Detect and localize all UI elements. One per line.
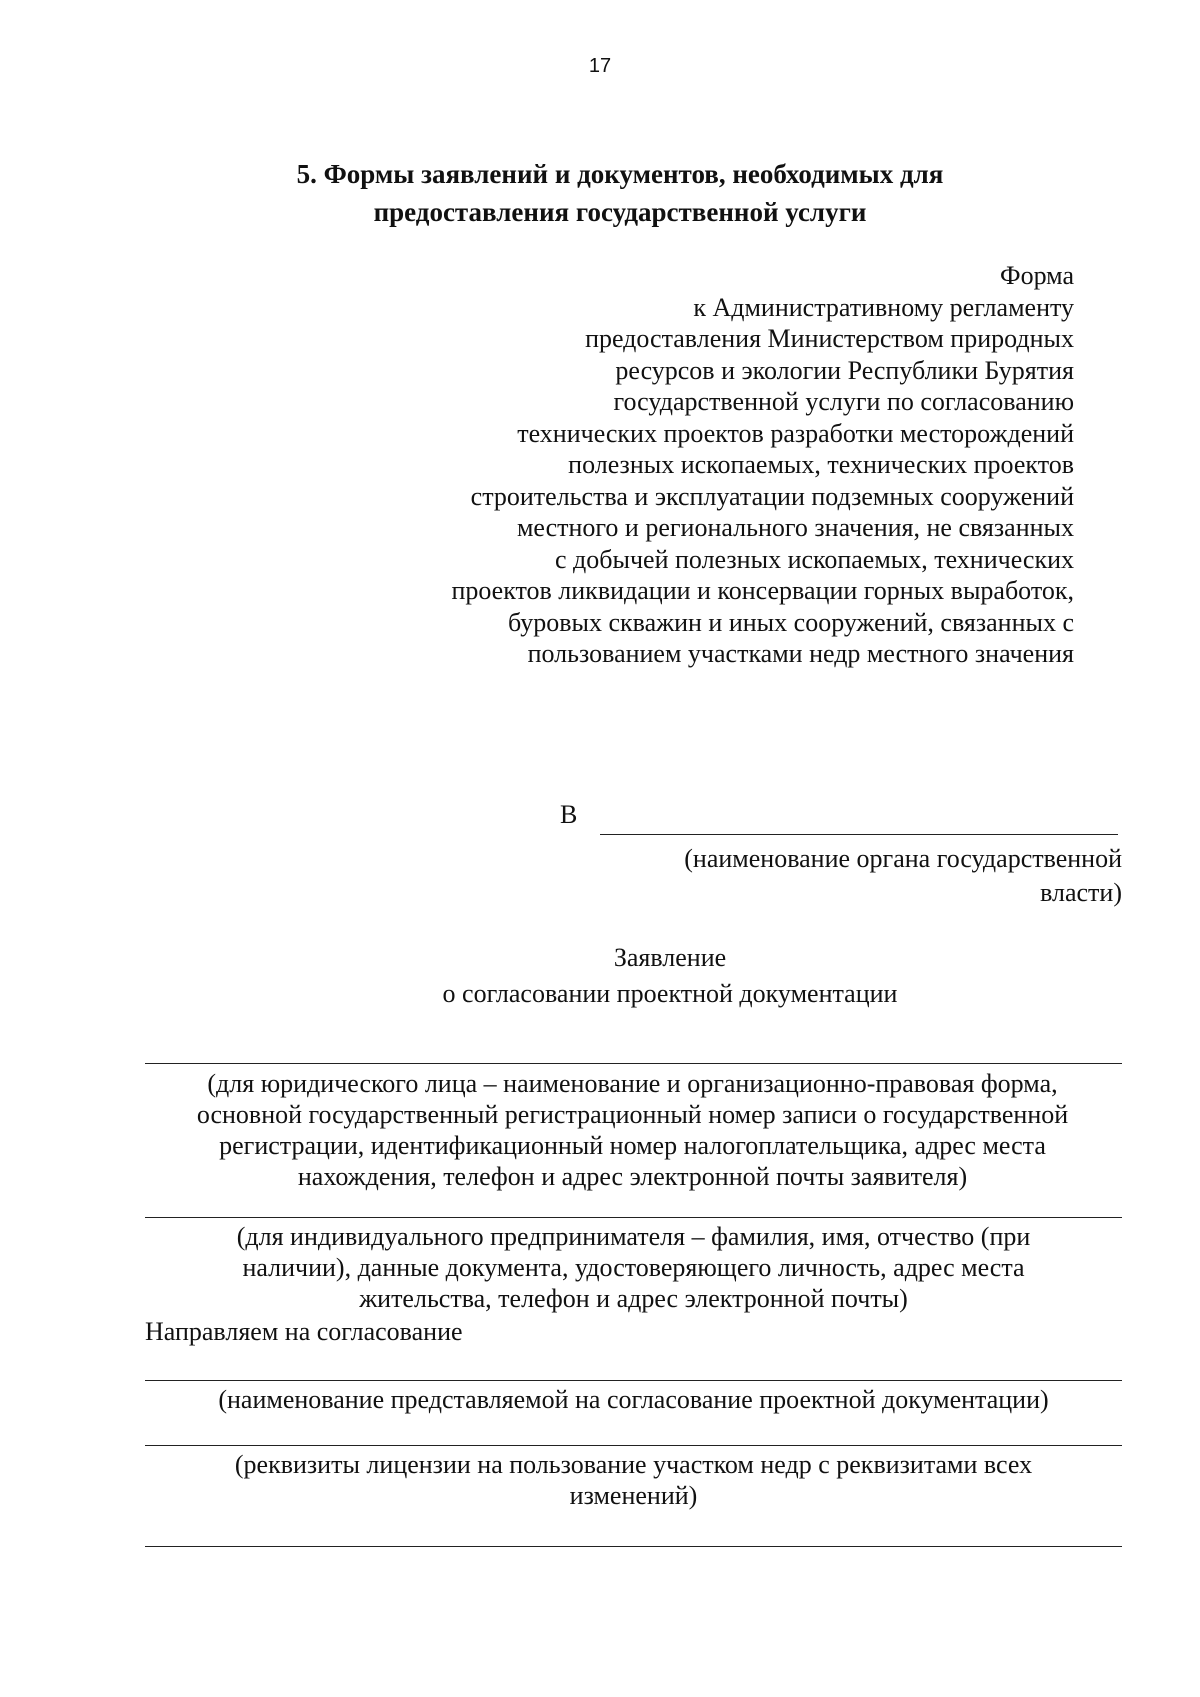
caption-line: (для юридического лица – наименование и организационно-правовая форма,	[207, 1069, 1058, 1098]
additional-blank-line[interactable]	[145, 1546, 1122, 1547]
form-caption-line: Форма	[1000, 261, 1074, 290]
caption-line: (наименование представляемой на согласование проектной документации)	[218, 1385, 1049, 1414]
form-caption-line: местного и регионального значения, не связанных	[516, 513, 1074, 542]
section-title-line: 5. Формы заявлений и документов, необходимых для	[296, 159, 944, 189]
form-caption-line: буровых скважин и иных сооружений, связанных с	[508, 607, 1074, 637]
caption-line: основной государственный регистрационный номер записи о государственной	[196, 1100, 1069, 1129]
caption-line: регистрации, идентификационный номер налогоплательщика, адрес места	[219, 1131, 1046, 1160]
caption-line: изменений)	[569, 1481, 698, 1510]
document-title-line: Заявление	[613, 943, 727, 972]
caption-line: нахождения, телефон и адрес электронной почты заявителя)	[297, 1162, 968, 1191]
caption-line: (реквизиты лицензии на пользование участком недр с реквизитами всех	[234, 1450, 1033, 1479]
section-title-line: предоставления государственной услуги	[373, 197, 867, 227]
send-for-approval-text: Направляем на согласование	[145, 1317, 463, 1346]
addressee-field	[560, 800, 1123, 840]
addressee-caption	[602, 842, 1122, 910]
license-caption	[145, 1449, 1122, 1511]
document-title	[0, 940, 1200, 1012]
form-caption-line: ресурсов и экологии Республики Бурятия	[615, 355, 1074, 385]
caption-line: наличии), данные документа, удостоверяющего личность, адрес места	[242, 1253, 1025, 1282]
page-number: 17	[588, 55, 612, 77]
form-caption-line: государственной услуги по согласованию	[613, 387, 1074, 416]
legal-entity-blank-line[interactable]	[145, 1063, 1122, 1064]
caption-line: жительства, телефон и адрес электронной почты)	[359, 1284, 908, 1313]
project-doc-blank-line[interactable]	[145, 1380, 1122, 1381]
section-title	[260, 155, 980, 231]
form-caption-line: предоставления Министерством природных	[585, 324, 1074, 353]
form-caption-line: технических проектов разработки месторождений	[517, 418, 1074, 448]
entrepreneur-blank-line[interactable]	[145, 1217, 1122, 1218]
license-blank-line[interactable]	[145, 1445, 1122, 1446]
form-caption-line: полезных ископаемых, технических проектов	[568, 450, 1074, 479]
form-caption-line: с добычей полезных ископаемых, технических	[555, 544, 1074, 574]
caption-line: (для индивидуального предпринимателя – фамилия, имя, отчество (при	[236, 1222, 1031, 1251]
addressee-blank-line[interactable]	[600, 834, 1118, 835]
form-caption-line: к Административному регламенту	[693, 292, 1074, 322]
project-doc-caption	[145, 1384, 1122, 1415]
addressee-caption-line: (наименование органа государственной	[684, 844, 1122, 873]
legal-entity-caption	[140, 1068, 1125, 1192]
addressee-caption-line: власти)	[1040, 878, 1122, 907]
form-caption-line: строительства и эксплуатации подземных сооружений	[470, 481, 1074, 511]
entrepreneur-caption	[145, 1221, 1122, 1314]
form-caption	[354, 260, 1074, 670]
document-title-line: о согласовании проектной документации	[442, 979, 898, 1008]
form-caption-line: пользованием участками недр местного значения	[527, 639, 1074, 668]
form-caption-line: проектов ликвидации и консервации горных выработок,	[451, 576, 1074, 605]
addressee-prefix: В	[560, 800, 578, 829]
